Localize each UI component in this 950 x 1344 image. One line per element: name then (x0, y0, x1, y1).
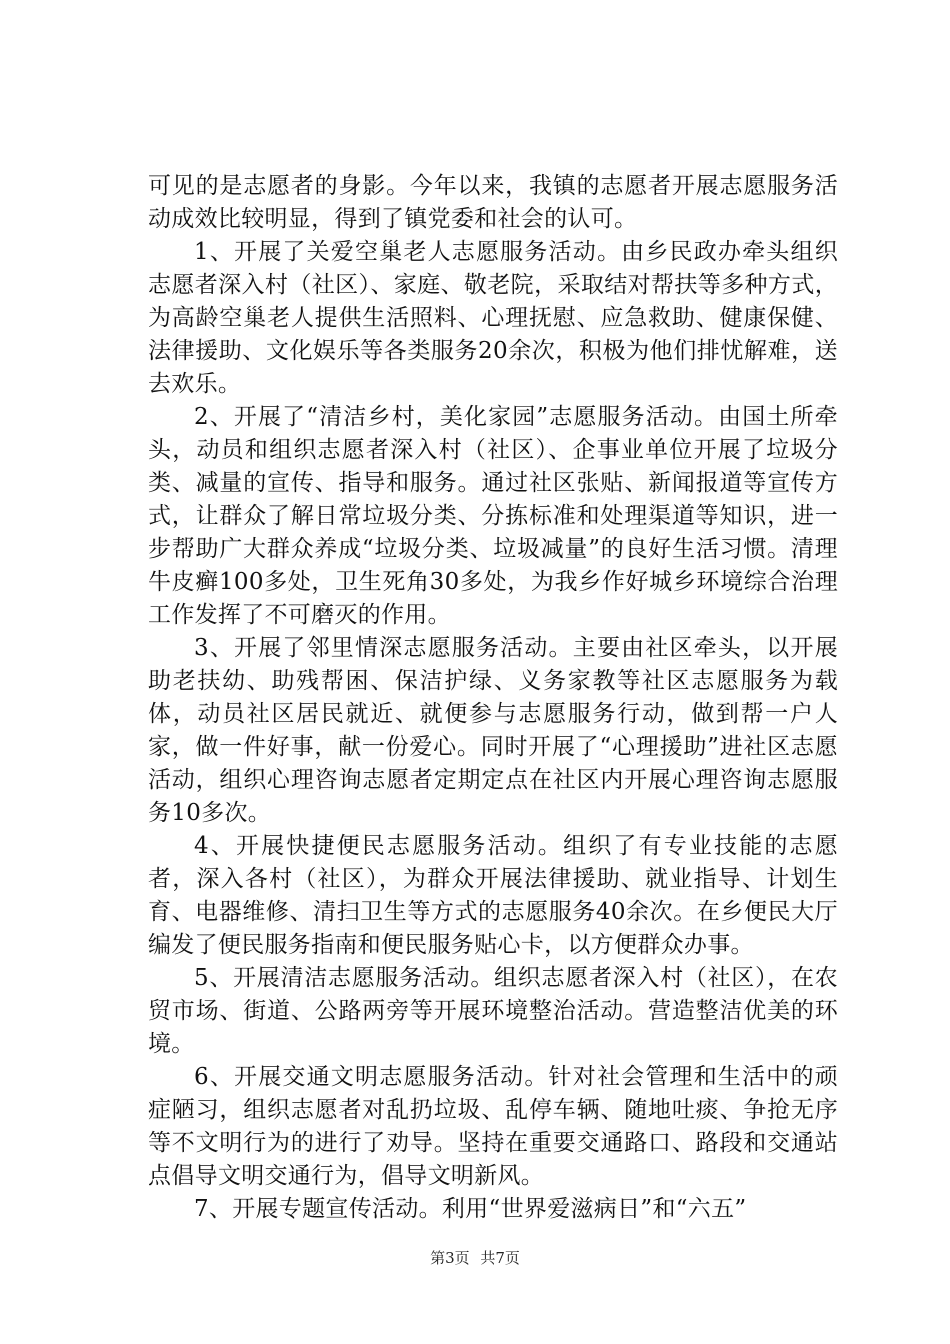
page-footer (0, 1247, 950, 1268)
paragraph-1: 1、开展了关爱空巢老人志愿服务活动。由乡民政办牵头组织志愿者深入村（社区）、家庭、敬老院，采取结对帮扶等多种方式，为高龄空巢老人提供生活照料、心理抚慰、应急救助、健康保健、法律援助、文化娱乐等各类服务20余次，积极为他们排忧解难，送去欢乐。 (148, 239, 838, 397)
paragraph-5: 5、开展清洁志愿服务活动。组织志愿者深入村（社区），在农贸市场、街道、公路两旁等开展环境整治活动。营造整洁优美的环境。 (148, 965, 838, 1057)
paragraph-0: 可见的是志愿者的身影。今年以来，我镇的志愿者开展志愿服务活动成效比较明显，得到了镇党委和社会的认可。 (148, 173, 838, 232)
document-body (148, 170, 838, 1226)
paragraph-4: 4、开展快捷便民志愿服务活动。组织了有专业技能的志愿者，深入各村（社区），为群众开展法律援助、就业指导、计划生育、电器维修、清扫卫生等方式的志愿服务40余次。在乡便民大厅编发了便民服务指南和便民服务贴心卡，以方便群众办事。 (148, 833, 838, 958)
page-total: 共7页 (480, 1249, 520, 1267)
page-number: 第3页 (430, 1249, 470, 1267)
paragraph-3: 3、开展了邻里情深志愿服务活动。主要由社区牵头，以开展助老扶幼、助残帮困、保洁护绿、义务家教等社区志愿服务为载体，动员社区居民就近、就便参与志愿服务行动，做到帮一户人家，做一件好事，献一份爱心。同时开展了“心理援助”进社区志愿活动，组织心理咨询志愿者定期定点在社区内开展心理咨询志愿服务10多次。 (148, 635, 838, 826)
paragraph-7: 7、开展专题宣传活动。利用“世界爱滋病日”和“六五” (194, 1196, 747, 1222)
paragraph-2: 2、开展了“清洁乡村，美化家园”志愿服务活动。由国土所牵头，动员和组织志愿者深入村（社区）、企事业单位开展了垃圾分类、减量的宣传、指导和服务。通过社区张贴、新闻报道等宣传方式，让群众了解日常垃圾分类、分拣标准和处理渠道等知识，进一步帮助广大群众养成“垃圾分类、垃圾减量”的良好生活习惯。清理牛皮癣100多处，卫生死角30多处，为我乡作好城乡环境综合治理工作发挥了不可磨灭的作用。 (148, 404, 838, 628)
paragraph-6: 6、开展交通文明志愿服务活动。针对社会管理和生活中的顽症陋习，组织志愿者对乱扔垃圾、乱停车辆、随地吐痰、争抢无序等不文明行为的进行了劝导。坚持在重要交通路口、路段和交通站点倡导文明交通行为，倡导文明新风。 (148, 1064, 838, 1189)
